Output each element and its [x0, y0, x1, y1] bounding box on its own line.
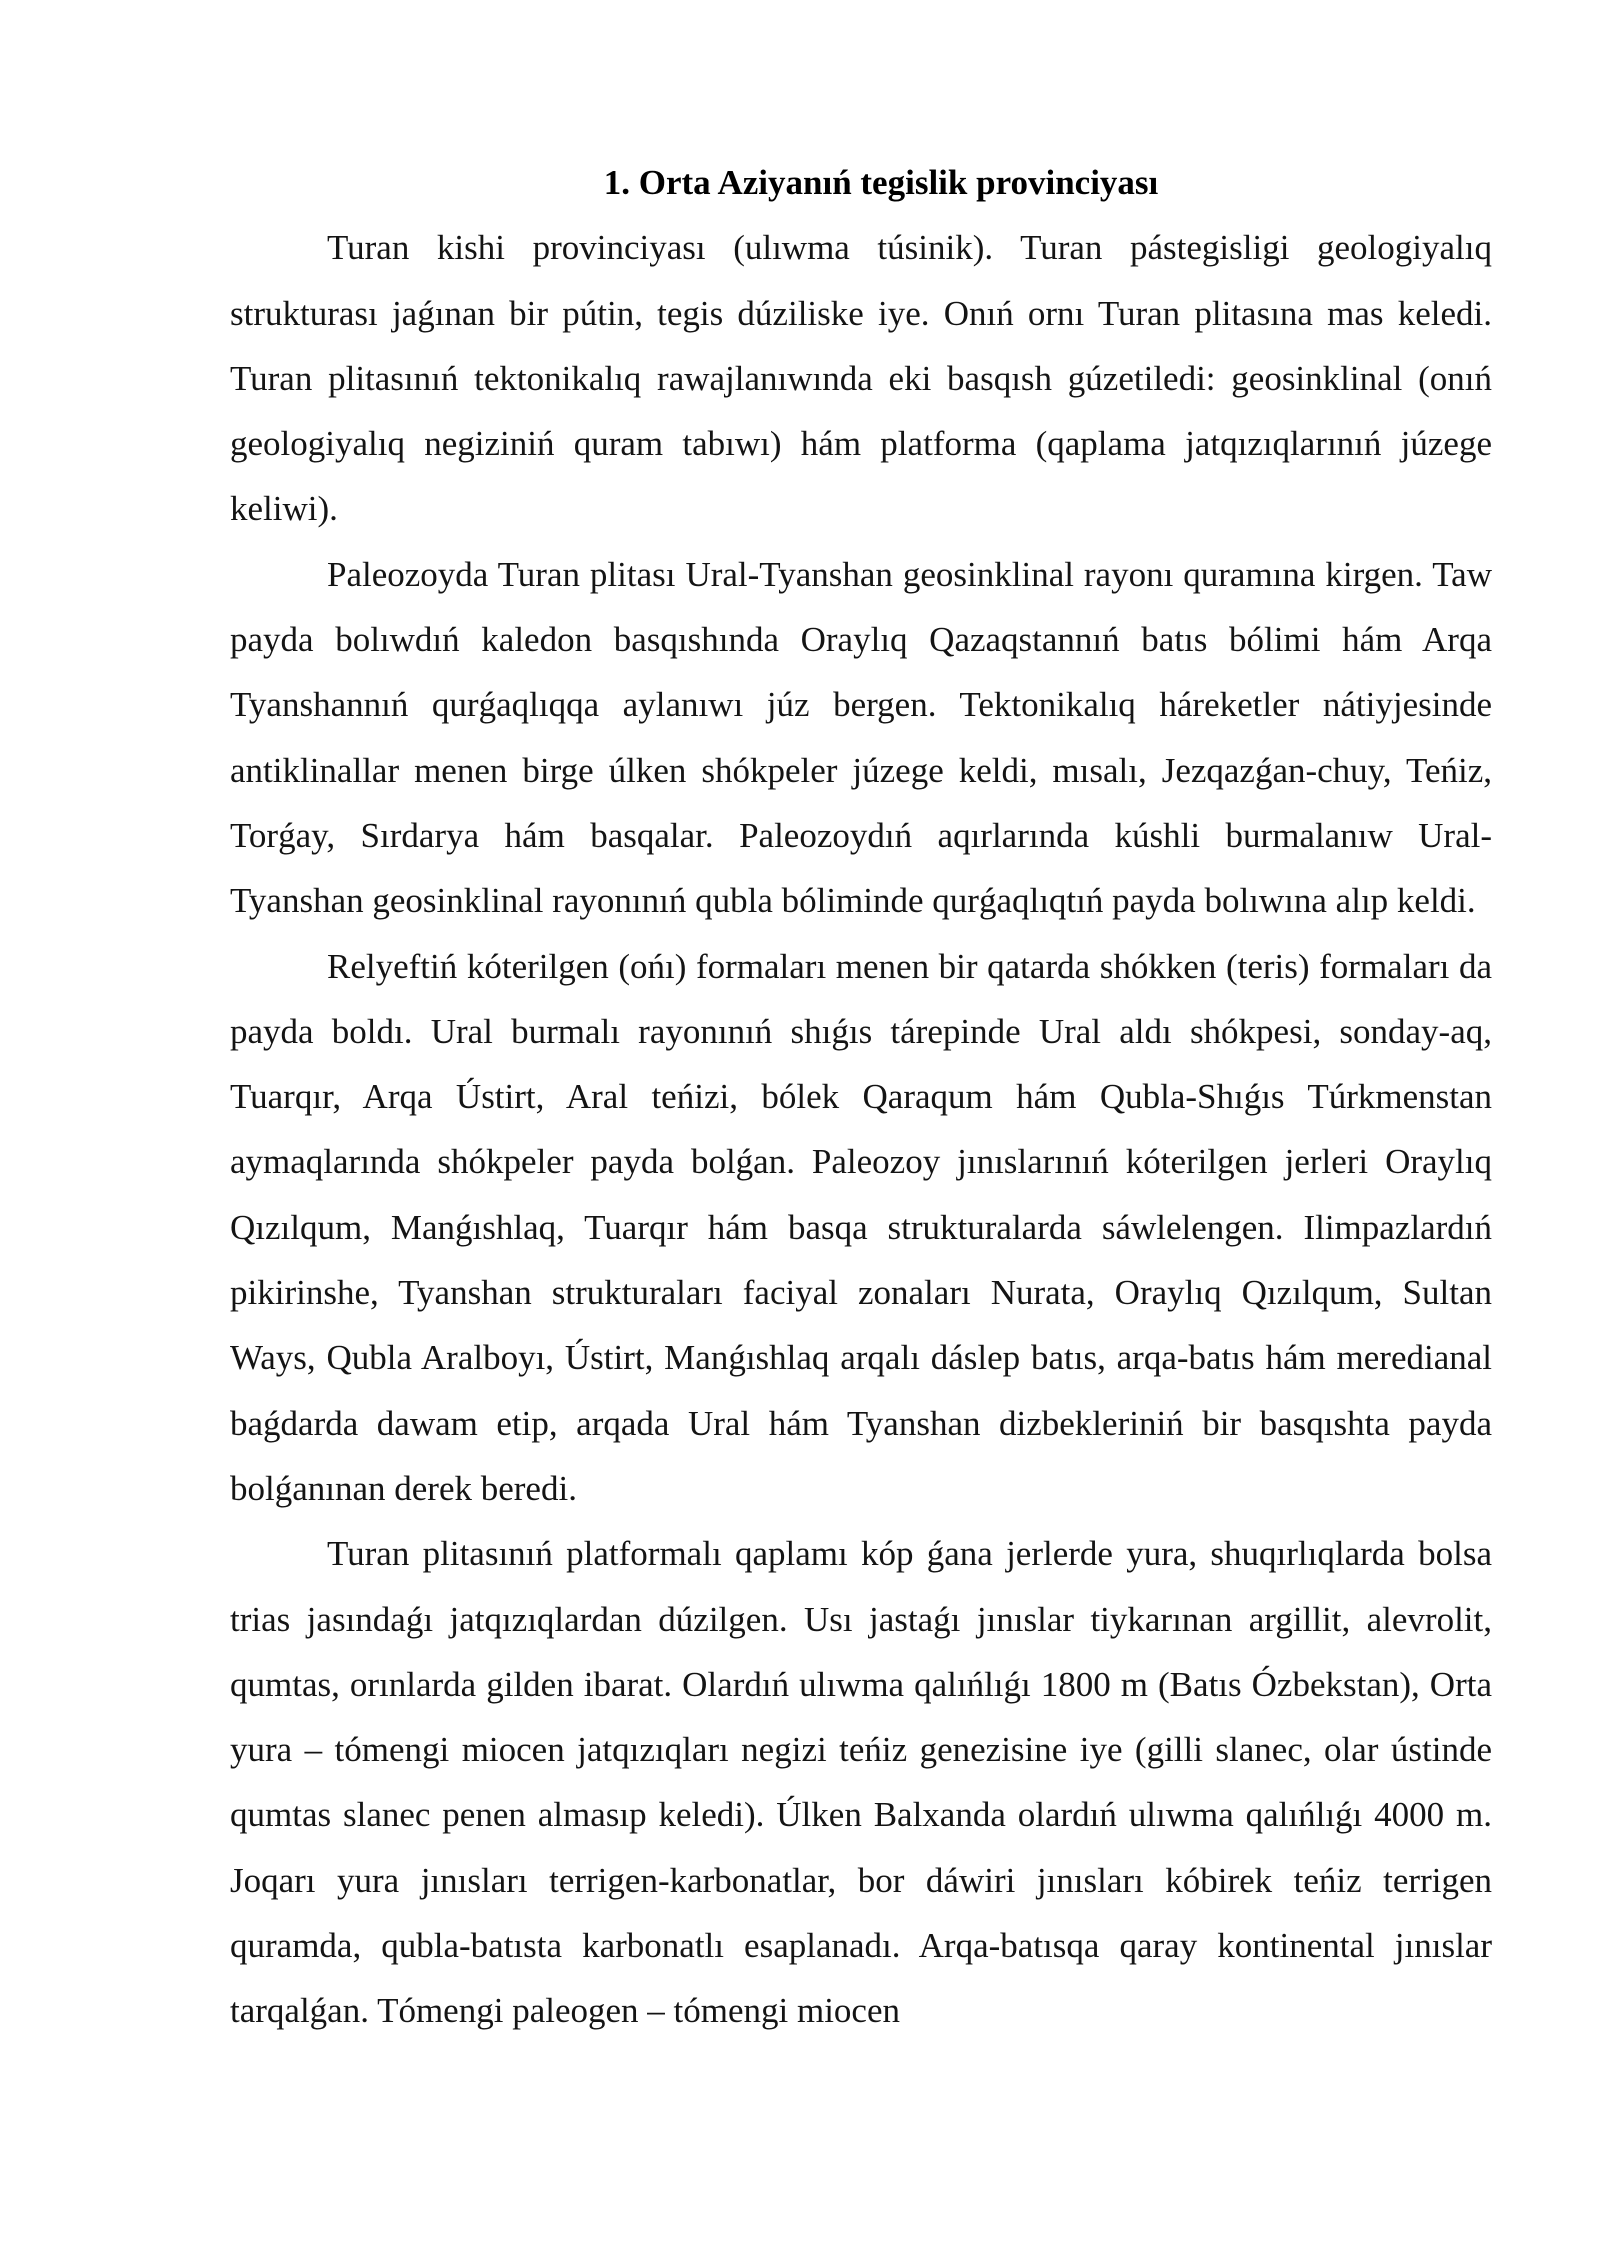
paragraph-turan-overview: Turan kishi provinciyası (ulıwma túsinik). Turan pástegisligi geologiyalıq strukturası jaǵınan bir pútin, tegis dúziliske iye. Onıń ornı Turan plitasına mas keledi. Turan plitasınıń tektonikalıq rawajlanıwında eki basqısh gúzetiledi: geosinklinal (onıń geologiyalıq negiziniń quram tabıwı) hám platforma (qaplama jatqızıqlarınıń júzege keliwi).	[230, 228, 1492, 529]
paragraph-relief-forms: Relyeftiń kóterilgen (ońı) formaları menen bir qatarda shókken (teris) formaları da payda boldı. Ural burmalı rayonınıń shıǵıs tárepinde Ural aldı shókpesi, sonday-aq, Tuarqır, Arqa Ústirt, Aral teńizi, bólek Qaraqum hám Qubla-Shıǵıs Túrkmenstan aymaqlarında shókpeler payda bolǵan. Paleozoy jınıslarınıń kóterilgen jerleri Oraylıq Qızılqum, Manǵıshlaq, Tuarqır hám basqa strukturalarda sáwlelengen. Ilimpazlardıń pikirinshe, Tyanshan strukturaları faciyal zonaları Nurata, Oraylıq Qızılqum, Sultan Ways, Qubla Aralboyı, Ústirt, Manǵıshlaq arqalı dáslep batıs, arqa-batıs hám meredianal baǵdarda dawam etip, arqada Ural hám Tyanshan dizbekleriniń bir basqıshta payda bolǵanınan derek beredi.	[230, 946, 1492, 1508]
paragraph-platform-cover: Turan plitasınıń platformalı qaplamı kóp ǵana jerlerde yura, shuqırlıqlarda bolsa trias jasındaǵı jatqızıqlardan dúzilgen. Usı jastaǵı jınıslar tiykarınan argillit, alevrolit, qumtas, orınlarda gilden ibarat. Olardıń ulıwma qalıńlıǵı 1800 m (Batıs Ózbekstan), Orta yura – tómengi miocen jatqızıqları negizi teńiz genezisine iye (gilli slanec, olar ústinde qumtas slanec penen almasıp keledi). Úlken Balxanda olardıń ulıwma qalıńlıǵı 4000 m. Joqarı yura jınısları terrigen-karbonatlar, bor dáwiri jınısları kóbirek teńiz terrigen quramda, qubla-batısta karbonatlı esaplanadı. Arqa-batısqa qaray kontinental jınıslar tarqalǵan. Tómengi paleogen – tómengi miocen	[230, 1534, 1492, 2031]
page-content	[230, 150, 1492, 2044]
paragraph-paleozoic: Paleozoyda Turan plitası Ural-Tyanshan geosinklinal rayonı quramına kirgen. Taw payda bolıwdıń kaledon basqıshında Oraylıq Qazaqstannıń batıs bólimi hám Arqa Tyanshannıń qurǵaqlıqqa aylanıwı júz bergen. Tektonikalıq háreketler nátiyjesinde antiklinallar menen birge úlken shókpeler júzege keldi, mısalı, Jezqazǵan-chuy, Teńiz, Torǵay, Sırdarya hám basqalar. Paleozoydıń aqırlarında kúshli burmalanıw Ural-Tyanshan geosinklinal rayonınıń qubla bóliminde qurǵaqlıqtıń payda bolıwına alıp keldi.	[230, 554, 1492, 921]
section-title: 1. Orta Aziyanıń tegislik provinciyası	[603, 163, 1159, 202]
